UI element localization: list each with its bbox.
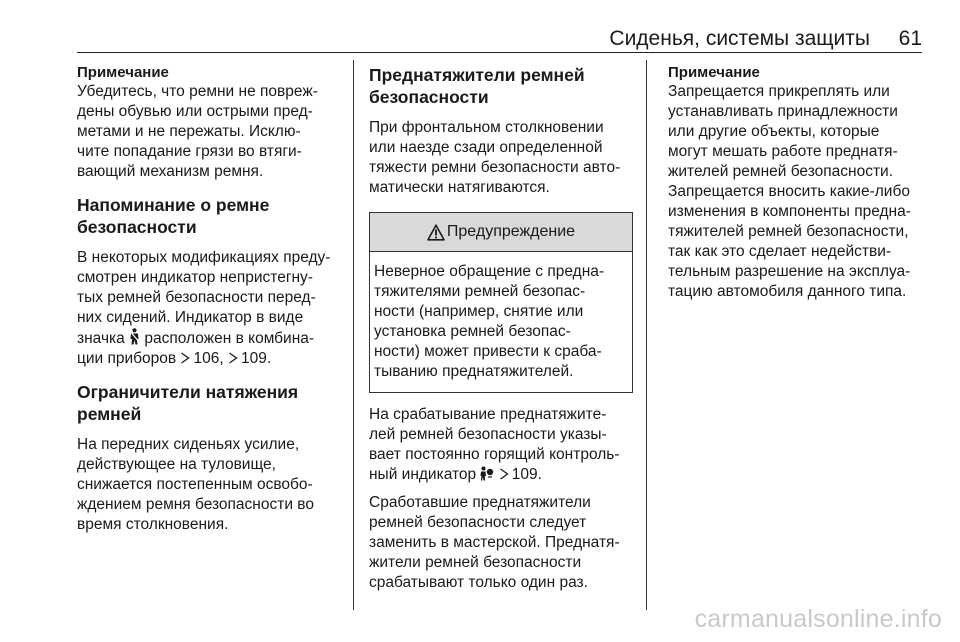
column-2 xyxy=(369,64,634,593)
page-title: Сиденья, системы защиты xyxy=(609,27,870,50)
text-line: тых ремней безопасности перед- xyxy=(77,289,316,306)
page-reference[interactable]: 109. xyxy=(240,350,272,367)
text-line: жители ремней безопасности xyxy=(369,554,582,571)
text-line: При фронтальном столкновении xyxy=(369,119,604,136)
text-line: или другие объекты, которые xyxy=(668,123,880,140)
watermark: carmanualsonline.info xyxy=(694,605,942,633)
note-body xyxy=(77,82,345,182)
limiters-text xyxy=(77,435,345,535)
warning-box xyxy=(369,212,633,393)
seatbelt-reminder-icon xyxy=(129,328,140,345)
text-line: В некоторых модификациях преду- xyxy=(77,249,331,266)
note-body xyxy=(668,82,928,302)
text-line: срабатывают только один раз. xyxy=(369,574,588,591)
text-line: ный индикатор 109. xyxy=(369,466,542,483)
text-line: изменения в компоненты предна- xyxy=(668,203,911,220)
text-line: На передних сиденьях усилие, xyxy=(77,436,300,453)
indicator-text xyxy=(369,405,634,485)
text-line: матически натягиваются. xyxy=(369,179,550,196)
airbag-pretensioner-icon xyxy=(480,466,494,481)
text-line: жителей ремней безопасности. xyxy=(668,163,894,180)
text-line: вающий механизм ремня. xyxy=(77,163,264,180)
page-number: 61 xyxy=(898,27,922,50)
page-reference-arrow-icon xyxy=(228,352,238,364)
text-line: ждением ремня безопасности во xyxy=(77,496,314,513)
text-line: Убедитесь, что ремни не повреж- xyxy=(77,83,318,100)
column-3 xyxy=(668,64,928,302)
text-line: тяжести ремни безопасности авто- xyxy=(369,159,621,176)
text-line: Неверное обращение с предна- xyxy=(374,263,605,280)
text-line: них сидений. Индикатор в виде xyxy=(77,309,304,326)
text-line: значка расположен в комбина- xyxy=(77,330,315,347)
text-line: метами и не пережаты. Исклю- xyxy=(77,123,301,140)
warning-triangle-icon xyxy=(427,224,445,241)
text-line: вает постоянно горящий контроль- xyxy=(369,446,620,463)
text-line: тацию автомобиля данного типа. xyxy=(668,283,907,300)
text-line: так как это сделает недействи- xyxy=(668,243,892,260)
text-line: могут мешать работе преднатя- xyxy=(668,143,898,160)
page-header xyxy=(77,24,922,54)
text-line: ции приборов 106, 109. xyxy=(77,350,272,367)
text-line: тыванию преднатяжителей. xyxy=(374,363,574,380)
text-line: снижается постепенным освобо- xyxy=(77,476,313,493)
page-reference-arrow-icon xyxy=(180,352,190,364)
page-reference-arrow-icon xyxy=(499,468,509,480)
text-line: установка ремней безопас- xyxy=(374,323,571,340)
replace-text xyxy=(369,493,634,593)
text-line: ремней безопасности следует xyxy=(369,514,587,531)
text-line: смотрен индикатор непристегну- xyxy=(77,269,313,286)
text-line: Запрещается прикреплять или xyxy=(668,83,890,100)
page-reference[interactable]: 109. xyxy=(511,466,542,483)
pretensioners-intro xyxy=(369,118,634,198)
page-reference[interactable]: 106, xyxy=(193,350,224,367)
text-line: заменить в мастерской. Преднатя- xyxy=(369,534,620,551)
text-line: время столкновения. xyxy=(77,516,229,533)
text-line: тяжителей ремней безопасности, xyxy=(668,223,909,240)
text-line: На срабатывание преднатяжите- xyxy=(369,406,607,423)
section-heading-reminder: Напоминание о ремне безопасности xyxy=(77,195,270,237)
warning-body xyxy=(370,252,632,392)
note-title: Примечание xyxy=(77,64,169,81)
reminder-text xyxy=(77,248,345,369)
note-title: Примечание xyxy=(668,64,760,81)
text-line: устанавливать принадлежности xyxy=(668,103,898,120)
section-heading-pretensioners: Преднатяжители ремней безопасности xyxy=(369,65,585,107)
header-rule xyxy=(77,52,922,53)
text-line: чите попадание грязи во втяги- xyxy=(77,143,302,160)
text-line: дены обувью или острыми пред- xyxy=(77,103,313,120)
text-line: действующее на туловище, xyxy=(77,456,276,473)
text-line: ности (например, снятие или xyxy=(374,303,584,320)
warning-title: Предупреждение xyxy=(446,223,576,240)
column-divider-2 xyxy=(646,60,647,610)
text-line: тяжителями ремней безопас- xyxy=(374,283,586,300)
text-line: Запрещается вносить какие-либо xyxy=(668,183,910,200)
text-line: ности) может привести к сраба- xyxy=(374,343,602,360)
text-line: Сработавшие преднатяжители xyxy=(369,494,591,511)
warning-header xyxy=(370,213,632,252)
text-line: или наезде сзади определенной xyxy=(369,139,603,156)
section-heading-limiters: Ограничители натяжения ремней xyxy=(77,382,299,424)
text-line: лей ремней безопасности указы- xyxy=(369,426,607,443)
text-line: тельным разрешение на эксплуа- xyxy=(668,263,911,280)
column-1 xyxy=(77,64,345,535)
column-divider-1 xyxy=(353,60,354,610)
